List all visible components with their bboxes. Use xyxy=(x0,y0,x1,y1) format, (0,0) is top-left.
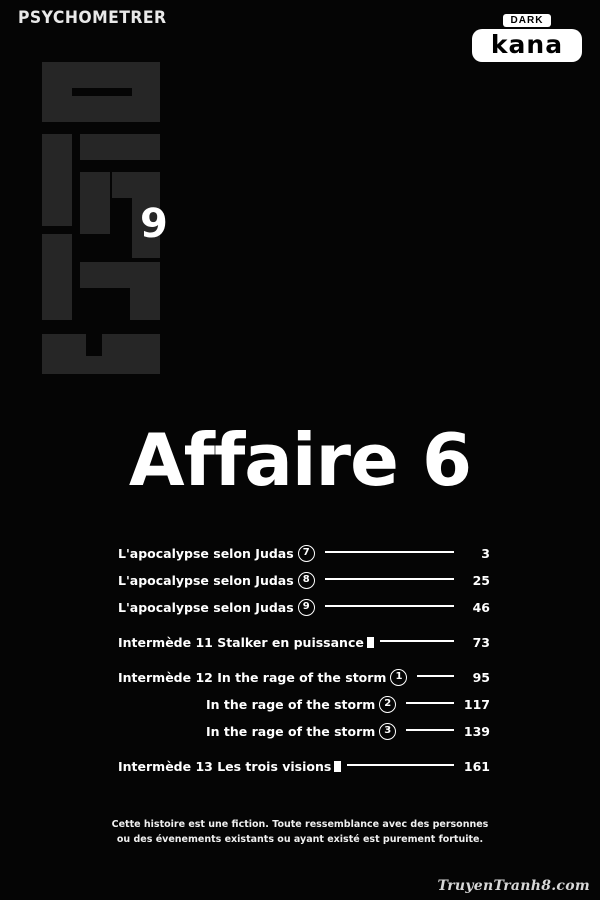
toc-entry-chapter-number: 3 xyxy=(379,723,396,740)
publisher-label-dark: DARK xyxy=(503,14,552,27)
toc-entry-label: Intermède 11 Stalker en puissance xyxy=(118,635,364,650)
toc-entry-page: 117 xyxy=(463,697,490,712)
toc-entry-chapter-number: 1 xyxy=(390,669,407,686)
toc-entry-chapter-number: 9 xyxy=(298,599,315,616)
toc-leader xyxy=(380,640,454,642)
toc-entry xyxy=(118,567,490,594)
toc-entry-marker xyxy=(367,637,374,648)
disclaimer-line-1: Cette histoire est une fiction. Toute ressemblance avec des personnes xyxy=(111,819,489,830)
toc-entry-label: In the rage of the storm xyxy=(206,724,376,739)
volume-number: 9 xyxy=(140,201,168,247)
publisher-badge xyxy=(472,10,582,62)
toc-entry-chapter-number: 8 xyxy=(298,572,315,589)
series-logo-block xyxy=(18,8,198,378)
toc-entry-marker xyxy=(334,761,341,772)
toc-entry-label: L'apocalypse selon Judas xyxy=(118,600,294,615)
table-of-contents xyxy=(118,540,490,780)
toc-entry-chapter-number: 7 xyxy=(298,545,315,562)
publisher-label-kana: kana xyxy=(472,29,582,62)
toc-entry-page: 161 xyxy=(463,759,490,774)
toc-leader xyxy=(406,729,454,731)
toc-entry-label: In the rage of the storm xyxy=(206,697,376,712)
toc-leader xyxy=(406,702,454,704)
disclaimer xyxy=(0,818,600,847)
toc-entry-label: Intermède 13 Les trois visions xyxy=(118,759,332,774)
toc-entry-label: Intermède 12 In the rage of the storm xyxy=(118,670,387,685)
toc-entry xyxy=(118,691,490,718)
toc-entry-page: 139 xyxy=(463,724,490,739)
toc-leader xyxy=(325,578,454,580)
toc-entry xyxy=(118,540,490,567)
toc-entry xyxy=(118,664,490,691)
disclaimer-line-2: ou des évenements existants ou ayant existé est purement fortuite. xyxy=(116,833,484,845)
toc-entry xyxy=(118,718,490,745)
toc-leader xyxy=(325,605,454,607)
toc-entry-label: L'apocalypse selon Judas xyxy=(118,546,294,561)
toc-entry-page: 95 xyxy=(472,670,490,685)
toc-entry xyxy=(118,629,490,656)
toc-leader xyxy=(417,675,454,677)
page-title: Affaire 6 xyxy=(128,418,472,502)
toc-entry-page: 73 xyxy=(472,635,490,650)
toc-entry-page: 3 xyxy=(481,546,490,561)
toc-entry-page: 25 xyxy=(472,573,490,588)
toc-leader xyxy=(347,764,454,766)
toc-entry-chapter-number: 2 xyxy=(379,696,396,713)
toc-entry-label: L'apocalypse selon Judas xyxy=(118,573,294,588)
toc-leader xyxy=(325,551,454,553)
watermark: TruyenTranh8.com xyxy=(437,878,590,894)
toc-entry-page: 46 xyxy=(472,600,490,615)
series-title: PSYCHOMETRER xyxy=(18,8,167,28)
toc-entry xyxy=(118,594,490,621)
toc-entry xyxy=(118,753,490,780)
